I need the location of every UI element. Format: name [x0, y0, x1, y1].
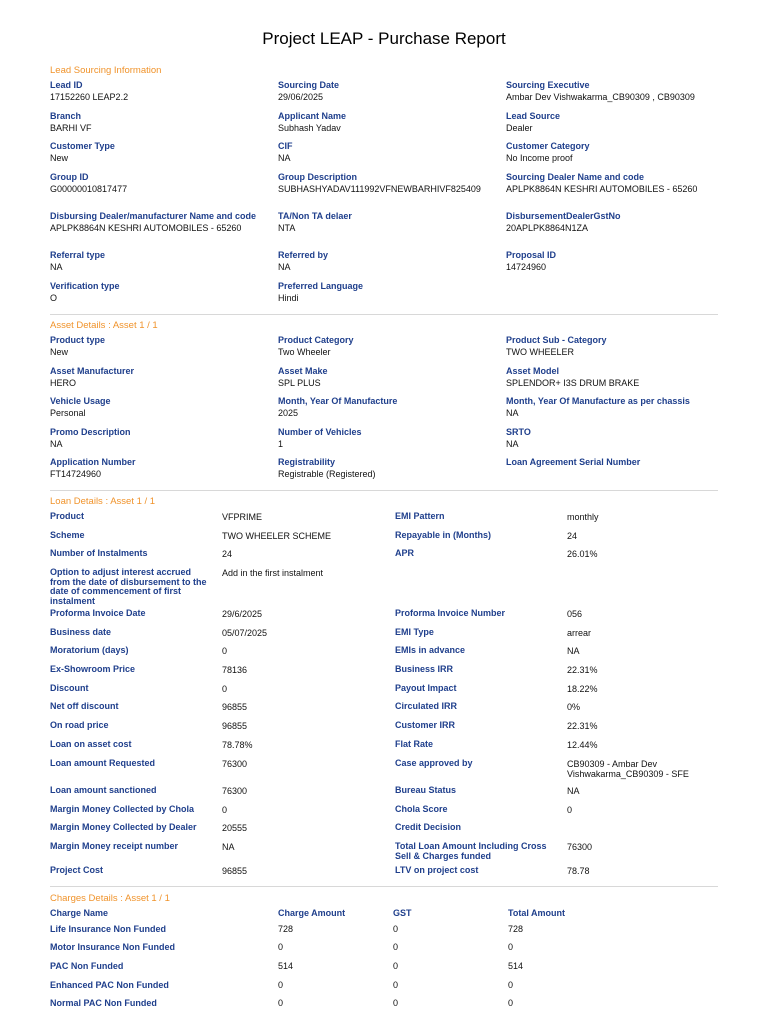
field [278, 396, 498, 418]
field [506, 366, 726, 388]
lead-section-heading: Lead Sourcing Information [50, 65, 162, 76]
loan-value: 96855 [222, 702, 248, 712]
charge-name: Life Insurance Non Funded [50, 924, 167, 934]
field-value: Dealer [506, 123, 533, 133]
field-label: Proposal ID [506, 250, 557, 260]
field-label: Product Category [278, 335, 354, 345]
field [278, 250, 498, 272]
loan-value: 20555 [222, 823, 248, 833]
field-value: NA [50, 439, 63, 449]
field-value: NA [506, 439, 519, 449]
loan-label: APR [395, 548, 415, 558]
loan-label: Discount [50, 683, 89, 693]
charge-cell: 0 [278, 942, 284, 952]
field [506, 172, 726, 194]
field-label: SRTO [506, 427, 531, 437]
loan-label: Scheme [50, 530, 85, 540]
loan-value: 96855 [222, 866, 248, 876]
field [278, 335, 498, 357]
field [506, 457, 726, 469]
loan-label: LTV on project cost [395, 865, 479, 875]
field-label: Registrability [278, 457, 336, 467]
charge-cell: 0 [278, 980, 284, 990]
loan-value: 78.78% [222, 740, 253, 750]
charges-column-header: Total Amount [508, 908, 565, 918]
loan-label: Total Loan Amount Including Cross Sell & Charges funded [395, 841, 547, 861]
field-value: 29/06/2025 [278, 92, 324, 102]
field-value: No Income proof [506, 153, 573, 163]
loan-label: Ex-Showroom Price [50, 664, 136, 674]
charge-cell: 0 [278, 998, 284, 1008]
loan-value: Add in the first instalment [222, 568, 324, 578]
field [506, 211, 726, 233]
field [50, 211, 270, 233]
field-label: Asset Make [278, 366, 328, 376]
field-value: FT14724960 [50, 469, 102, 479]
field-value: Registrable (Registered) [278, 469, 376, 479]
loan-value: 0 [222, 805, 228, 815]
loan-label: Margin Money receipt number [50, 841, 179, 851]
field-value: APLPK8864N KESHRI AUTOMOBILES - 65260 [506, 184, 698, 194]
charges-column-header: Charge Name [50, 908, 109, 918]
loan-section-heading: Loan Details : Asset 1 / 1 [50, 496, 156, 507]
loan-value: 76300 [222, 786, 248, 796]
loan-value: 24 [222, 549, 233, 559]
field [506, 80, 726, 102]
field [278, 80, 498, 102]
field-label: Sourcing Date [278, 80, 340, 90]
loan-label: Proforma Invoice Date [50, 608, 146, 618]
loan-value: NA [567, 786, 580, 796]
loan-label: Product [50, 511, 85, 521]
divider [50, 314, 718, 315]
field [50, 172, 270, 194]
loan-value: 96855 [222, 721, 248, 731]
field [506, 250, 726, 272]
loan-label: Option to adjust interest accrued from the date of disbursement to the date of commencement of first instalment [50, 567, 207, 606]
field-label: CIF [278, 141, 293, 151]
field [50, 335, 270, 357]
field [50, 111, 270, 133]
loan-label: Margin Money Collected by Dealer [50, 822, 197, 832]
loan-label: Bureau Status [395, 785, 457, 795]
charge-cell: 0 [393, 942, 399, 952]
field [50, 141, 270, 163]
field-label: Customer Type [50, 141, 115, 151]
field-value: NTA [278, 223, 296, 233]
field-value: HERO [50, 378, 77, 388]
field-value: G00000010817477 [50, 184, 128, 194]
charge-cell: 0 [393, 980, 399, 990]
field-label: Applicant Name [278, 111, 347, 121]
charge-name: Enhanced PAC Non Funded [50, 980, 169, 990]
field-label: Month, Year Of Manufacture as per chassis [506, 396, 690, 406]
field-value: New [50, 153, 69, 163]
charge-cell: 0 [508, 980, 514, 990]
field [50, 457, 270, 479]
field-value: 14724960 [506, 262, 547, 272]
asset-section-heading: Asset Details : Asset 1 / 1 [50, 320, 158, 331]
loan-label: Payout Impact [395, 683, 457, 693]
loan-value: 78136 [222, 665, 248, 675]
loan-label: Flat Rate [395, 739, 434, 749]
field-label: Product Sub - Category [506, 335, 607, 345]
field-label: Group Description [278, 172, 358, 182]
field-value: SUBHASHYADAV111992VFNEWBARHIVF825409 [278, 184, 481, 194]
field-value: BARHI VF [50, 123, 92, 133]
field-label: Sourcing Dealer Name and code [506, 172, 645, 182]
loan-label: Project Cost [50, 865, 104, 875]
field-value: APLPK8864N KESHRI AUTOMOBILES - 65260 [50, 223, 242, 233]
field-label: Lead ID [50, 80, 83, 90]
field-value: 17152260 LEAP2.2 [50, 92, 129, 102]
field-label: Group ID [50, 172, 89, 182]
field-value: Subhash Yadav [278, 123, 341, 133]
loan-label: Margin Money Collected by Chola [50, 804, 195, 814]
loan-value: NA [222, 842, 235, 852]
field-value: 2025 [278, 408, 299, 418]
field-value: 20APLPK8864N1ZA [506, 223, 589, 233]
loan-label: Net off discount [50, 701, 119, 711]
loan-value: NA [567, 646, 580, 656]
loan-label: On road price [50, 720, 109, 730]
field-value: Two Wheeler [278, 347, 331, 357]
field [278, 211, 498, 233]
loan-label: EMI Pattern [395, 511, 445, 521]
loan-label: Loan amount Requested [50, 758, 156, 768]
field [278, 366, 498, 388]
field-value: 1 [278, 439, 284, 449]
field [506, 427, 726, 449]
loan-value: 056 [567, 609, 583, 619]
field-label: Promo Description [50, 427, 131, 437]
field-value: NA [506, 408, 519, 418]
field [506, 111, 726, 133]
field [278, 111, 498, 133]
charges-section-heading: Charges Details : Asset 1 / 1 [50, 893, 170, 904]
loan-label: EMI Type [395, 627, 434, 637]
charge-name: PAC Non Funded [50, 961, 124, 971]
charges-column-header: GST [393, 908, 412, 918]
field [278, 141, 498, 163]
loan-label: Number of Instalments [50, 548, 148, 558]
loan-value: TWO WHEELER SCHEME [222, 531, 332, 541]
field-label: Verification type [50, 281, 120, 291]
field-value: SPLENDOR+ I3S DRUM BRAKE [506, 378, 640, 388]
field-label: Sourcing Executive [506, 80, 590, 90]
field-label: Preferred Language [278, 281, 364, 291]
loan-value: 78.78 [567, 866, 590, 876]
loan-label: Chola Score [395, 804, 448, 814]
field-value: TWO WHEELER [506, 347, 575, 357]
charge-name: Normal PAC Non Funded [50, 998, 157, 1008]
field-label: Product type [50, 335, 106, 345]
field [278, 457, 498, 479]
field-label: Disbursing Dealer/manufacturer Name and code [50, 211, 257, 221]
charge-cell: 0 [393, 998, 399, 1008]
field-label: Referred by [278, 250, 329, 260]
field [278, 427, 498, 449]
field-value: NA [278, 153, 291, 163]
loan-label: Moratorium (days) [50, 645, 129, 655]
loan-value: 0 [567, 805, 573, 815]
field-label: Asset Manufacturer [50, 366, 135, 376]
charge-cell: 514 [508, 961, 524, 971]
loan-value: 22.31% [567, 665, 598, 675]
field-value: New [50, 347, 69, 357]
loan-label: Loan amount sanctioned [50, 785, 157, 795]
charge-cell: 0 [508, 942, 514, 952]
loan-label: EMIs in advance [395, 645, 466, 655]
loan-label: Customer IRR [395, 720, 456, 730]
loan-label: Repayable in (Months) [395, 530, 492, 540]
field-label: Month, Year Of Manufacture [278, 396, 398, 406]
loan-value: VFPRIME [222, 512, 263, 522]
charge-cell: 728 [278, 924, 294, 934]
charge-cell: 0 [393, 961, 399, 971]
loan-value: 29/6/2025 [222, 609, 263, 619]
loan-value: 76300 [222, 759, 248, 769]
loan-label: Proforma Invoice Number [395, 608, 506, 618]
field [50, 396, 270, 418]
charge-cell: 0 [508, 998, 514, 1008]
charge-cell: 514 [278, 961, 294, 971]
field-label: Customer Category [506, 141, 590, 151]
field-value: NA [278, 262, 291, 272]
field [506, 335, 726, 357]
field-label: Loan Agreement Serial Number [506, 457, 641, 467]
loan-value: 05/07/2025 [222, 628, 268, 638]
field-label: TA/Non TA delaer [278, 211, 352, 221]
loan-value: 18.22% [567, 684, 598, 694]
loan-value: 0 [222, 646, 228, 656]
field-label: Number of Vehicles [278, 427, 362, 437]
field-value: NA [50, 262, 63, 272]
field [50, 250, 270, 272]
loan-label: Business IRR [395, 664, 454, 674]
field [278, 172, 498, 194]
field [50, 366, 270, 388]
field-label: DisbursementDealerGstNo [506, 211, 621, 221]
loan-label: Credit Decision [395, 822, 462, 832]
loan-value: monthly [567, 512, 599, 522]
charge-cell: 0 [393, 924, 399, 934]
divider [50, 490, 718, 491]
report-title: Project LEAP - Purchase Report [262, 29, 506, 48]
loan-label: Loan on asset cost [50, 739, 132, 749]
field-label: Vehicle Usage [50, 396, 111, 406]
field-label: Application Number [50, 457, 136, 467]
field-label: Branch [50, 111, 82, 121]
loan-label: Circulated IRR [395, 701, 458, 711]
loan-value: 0 [222, 684, 228, 694]
loan-value: 26.01% [567, 549, 598, 559]
loan-value: 12.44% [567, 740, 598, 750]
field-value: Ambar Dev Vishwakarma_CB90309 , CB90309 [506, 92, 695, 102]
loan-label: Case approved by [395, 758, 473, 768]
field-label: Referral type [50, 250, 106, 260]
field [506, 141, 726, 163]
divider [50, 886, 718, 887]
field-label: Asset Model [506, 366, 560, 376]
charge-name: Motor Insurance Non Funded [50, 942, 175, 952]
loan-value: 76300 [567, 842, 593, 852]
loan-value: 24 [567, 531, 578, 541]
loan-value: 22.31% [567, 721, 598, 731]
loan-value: arrear [567, 628, 592, 638]
loan-value: CB90309 - Ambar Dev Vishwakarma_CB90309 - SFE [567, 759, 689, 779]
loan-label: Business date [50, 627, 112, 637]
field [506, 396, 726, 418]
field-label: Lead Source [506, 111, 561, 121]
field [50, 281, 270, 303]
field-value: O [50, 293, 58, 303]
field [50, 80, 270, 102]
field-value: Personal [50, 408, 86, 418]
field-value: Hindi [278, 293, 299, 303]
charge-cell: 728 [508, 924, 524, 934]
field-value: SPL PLUS [278, 378, 321, 388]
charges-column-header: Charge Amount [278, 908, 346, 918]
field [278, 281, 498, 303]
loan-value: 0% [567, 702, 581, 712]
field [50, 427, 270, 449]
